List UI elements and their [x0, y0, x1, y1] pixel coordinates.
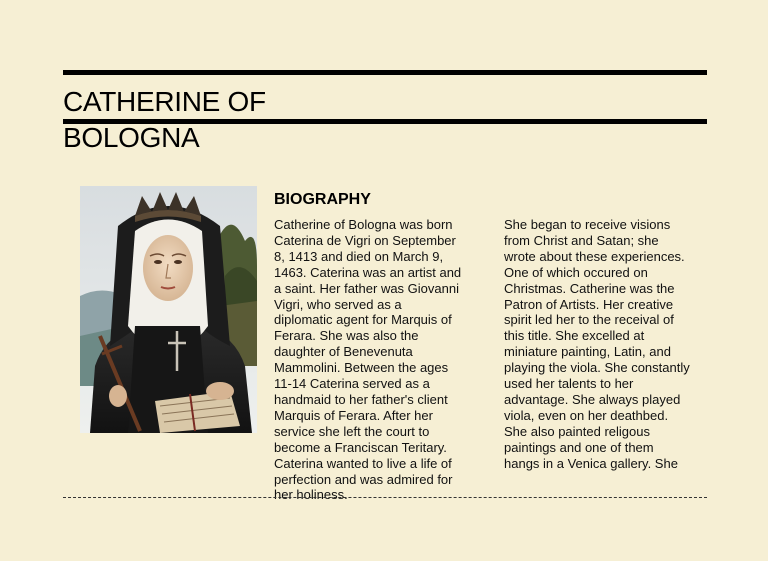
biography-line: spirit led her to the receival of: [504, 312, 674, 328]
biography-line: playing the viola. She constantly: [504, 360, 690, 376]
biography-line: a saint. Her father was Giovanni: [274, 280, 459, 296]
biography-line: daughter of Benevenuta: [274, 344, 413, 360]
biography-line: Patron of Artists. Her creative: [504, 296, 674, 312]
biography-column-2: [504, 217, 704, 472]
biography-line: advantage. She always played: [504, 391, 681, 407]
biography-line: perfection and was admired for: [274, 471, 453, 487]
biography-line: this title. She excelled at: [504, 328, 645, 344]
biography-line: One of which occured on: [504, 264, 648, 280]
biography-line: Christmas. Catherine was the: [504, 280, 675, 296]
biography-heading: BIOGRAPHY: [274, 191, 371, 208]
top-rule: [63, 70, 707, 75]
dashed-divider: [63, 497, 707, 498]
biography-line: She also painted religous: [504, 423, 650, 439]
biography-line: wrote about these experiences.: [504, 248, 685, 264]
biography-line: paintings and one of them: [504, 439, 654, 455]
biography-line: 8, 1413 and died on March 9,: [274, 248, 444, 264]
biography-line: Marquis of Ferara. After her: [274, 407, 433, 423]
biography-line: Ferara. She was also the: [274, 328, 419, 344]
biography-line: miniature painting, Latin, and: [504, 344, 671, 360]
biography-line: Caterina wanted to live a life of: [274, 455, 452, 471]
biography-line: service she left the court to: [274, 423, 430, 439]
biography-line: Mammolini. Between the ages: [274, 360, 449, 376]
biography-line: her holiness.: [274, 487, 348, 503]
biography-line: Catherine of Bologna was born: [274, 217, 453, 232]
biography-line: 1463. Caterina was an artist and: [274, 264, 462, 280]
biography-line: She began to receive visions: [504, 217, 671, 232]
biography-line: viola, even on her deathbed.: [504, 407, 669, 423]
portrait-image: [80, 186, 257, 433]
biography-line: diplomatic agent for Marquis of: [274, 312, 452, 328]
biography-line: Vigri, who served as a: [274, 296, 402, 312]
biography-line: handmaid to her father's client: [274, 391, 448, 407]
biography-line: from Christ and Satan; she: [504, 232, 659, 248]
biography-line: become a Franciscan Teritary.: [274, 439, 447, 455]
page-title-line-1: CATHERINE OF: [63, 86, 266, 117]
biography-line: hangs in a Venica gallery. She: [504, 455, 678, 471]
biography-column-1: [274, 217, 474, 503]
page-title-line-2: BOLOGNA: [63, 122, 200, 153]
biography-line: Caterina de Vigri on September: [274, 232, 456, 248]
biography-line: 11-14 Caterina served as a: [274, 376, 430, 392]
biography-line: used her talents to her: [504, 376, 634, 392]
